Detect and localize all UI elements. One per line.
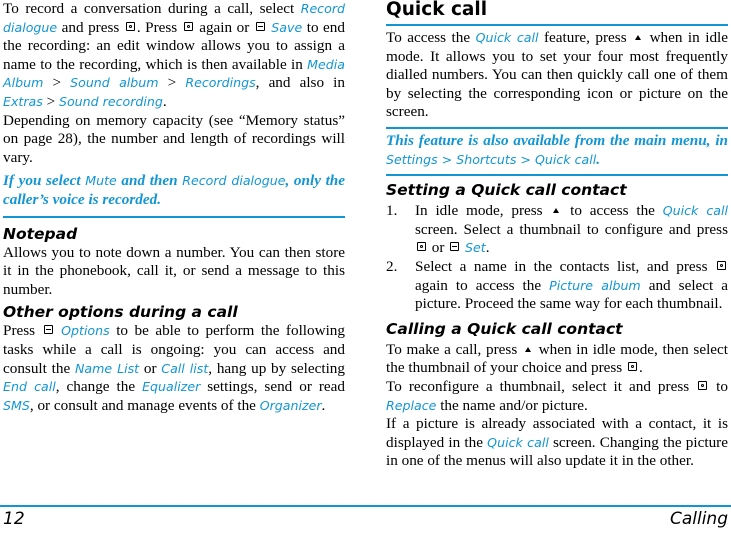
softkey-icon xyxy=(44,325,53,334)
menu-term: Sound recording xyxy=(58,93,163,109)
notepad-heading: Notepad xyxy=(3,224,78,243)
mute-note: If you select Mute and then Record dialogue, only the caller’s voice is recorded. xyxy=(3,172,345,208)
page-number: 12 xyxy=(3,509,25,529)
record-paragraph: To record a conversation during a call, select Record dialogue and press . Press again or Save to end the recording: an edit window allows you to assign a name to the recording, which is then available in Media Album > Sound album > Recordings, and also in Extras > Sound recording. xyxy=(3,0,345,110)
footer-divider xyxy=(0,505,731,507)
nav-up-icon xyxy=(525,347,531,352)
other-options-paragraph: Press Options to be able to perform the following tasks while a call is ongoing: you can access and consult the Name List or Call list, hang up by selecting End call, change the Equalizer settings, send or read SMS, or consult and manage events of the Organizer. xyxy=(3,322,345,414)
menu-term: Recordings xyxy=(185,75,256,91)
menu-term: Media Album xyxy=(3,56,345,91)
menu-term: Extras xyxy=(3,93,43,109)
menu-term: Record dialogue xyxy=(3,1,345,35)
main-menu-note: This feature is also available from the main menu, in Settings > Shortcuts > Quick call. xyxy=(386,131,728,168)
ok-key-icon xyxy=(717,261,726,270)
ok-key-icon xyxy=(628,362,637,371)
section-title: Quick call xyxy=(386,0,488,20)
section-name: Calling xyxy=(669,509,728,529)
setting-heading: Setting a Quick call contact xyxy=(386,181,627,200)
list-item: 1. In idle mode, press to access the Quick call screen. Select a thumbnail to configure and press or Set. xyxy=(386,202,728,257)
menu-term: Sound album xyxy=(70,75,159,91)
left-column xyxy=(3,0,345,415)
ok-key-icon xyxy=(698,381,707,390)
setting-steps xyxy=(386,202,728,314)
calling-paragraph-2: To reconfigure a thumbnail, select it and press to Replace the name and/or picture. xyxy=(386,377,728,414)
calling-paragraph-1: To make a call, press when in idle mode, then select the thumbnail of your choice and press . xyxy=(386,340,728,377)
quick-call-intro: To access the Quick call feature, press when in idle mode. It allows you to set your four most frequently dialled numbers. You can then quickly call one of them by selecting the corresponding icon or picture on the screen. xyxy=(386,29,728,121)
list-item: 2. Select a name in the contacts list, and press again to access the Picture album and select a picture. Proceed the same way for each thumbnail. xyxy=(386,257,729,313)
right-column xyxy=(386,0,728,471)
menu-term: Save xyxy=(271,19,303,35)
memory-paragraph: Depending on memory capacity (see “Memory status” on page 28), the number and length of recordings will vary. xyxy=(3,111,345,166)
softkey-icon xyxy=(256,22,265,31)
ok-key-icon xyxy=(184,22,193,31)
nav-up-icon xyxy=(553,208,559,213)
calling-paragraph-3: If a picture is already associated with a contact, it is displayed in the Quick call screen. Changing the picture in one of the menus will also update it in the other. xyxy=(386,415,728,470)
softkey-icon xyxy=(450,242,459,251)
ok-key-icon xyxy=(126,22,135,31)
other-options-heading: Other options during a call xyxy=(3,303,238,322)
nav-up-icon xyxy=(635,35,641,40)
ok-key-icon xyxy=(417,242,426,251)
notepad-paragraph: Allows you to note down a number. You can then store it in the phonebook, call it, or send a message to this number. xyxy=(3,243,345,298)
calling-heading: Calling a Quick call contact xyxy=(386,319,623,338)
